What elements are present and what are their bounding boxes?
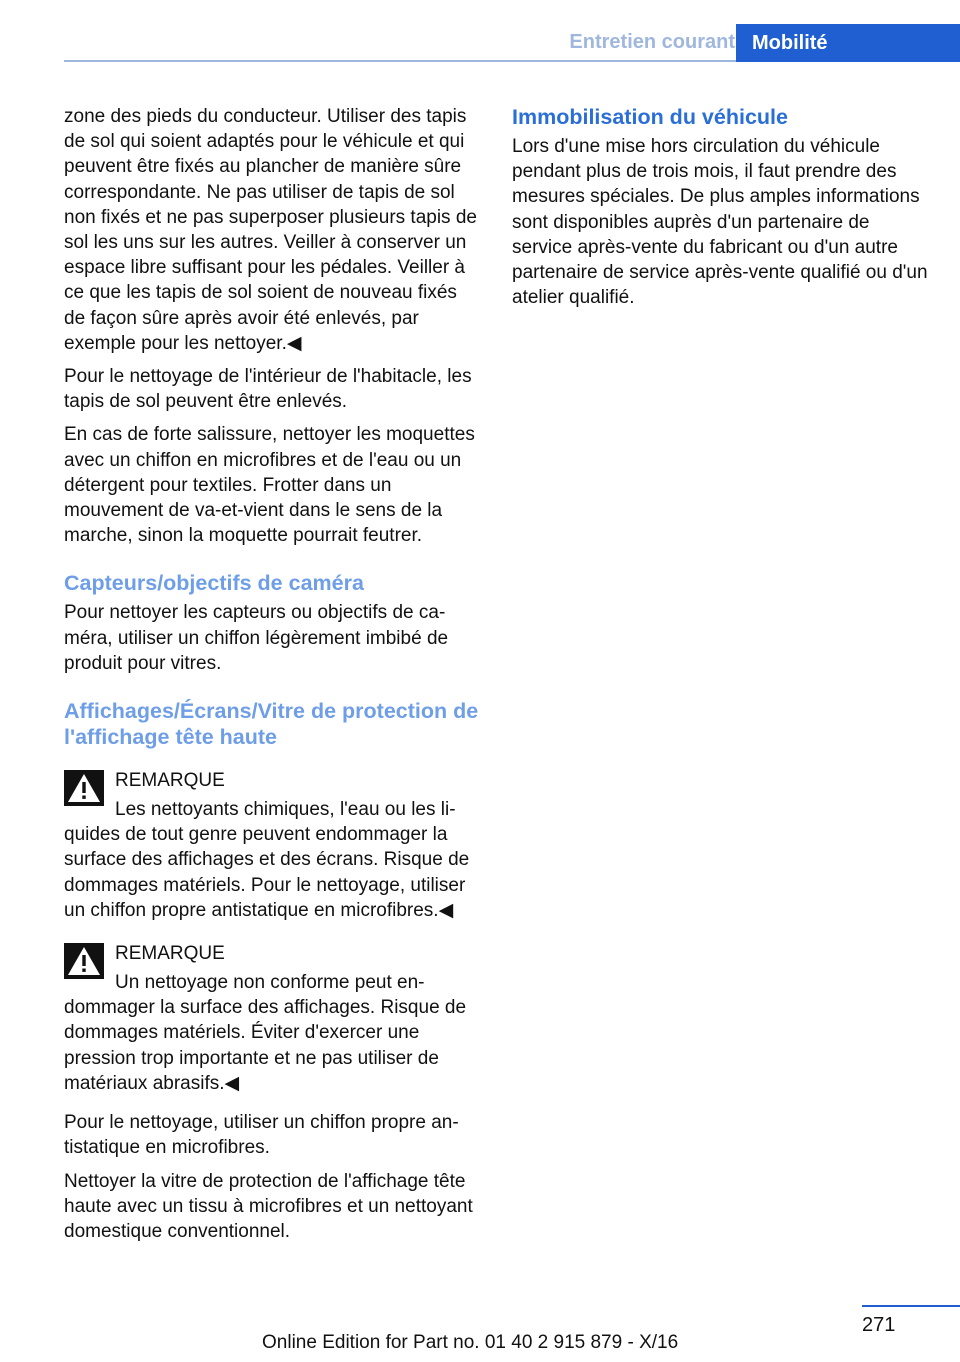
heading-cameras: Capteurs/objectifs de caméra [64,571,364,596]
page-number: 271 [862,1314,896,1336]
header-chapter-tab: Mobilité [736,24,960,62]
heading-displays: Affichages/Écrans/Vitre de protection de l'affichage tête haute [64,699,479,750]
header-rule [64,60,736,62]
paragraph-antistatic-cloth: Pour le nettoyage, utiliser un chiffon propre antistatique en microfibres. [64,1112,459,1159]
note-1-title: REMARQUE [115,770,225,792]
footer-rule [862,1305,960,1307]
paragraph-immobilisation: Lors d'une mise hors circulation du véhicule pendant plus de trois mois, il faut prendre des mesures spéciales. De plus amples informations sont disponibles auprès d'un partenaire de service après-vente du fabricant ou d'un autre partenaire de service après-vente qualifié ou d'un atelier qualifié. [512,136,928,309]
paragraph-carpet-cleaning: En cas de forte salissure, nettoyer les moquettes avec un chiffon en microfibres et de l'eau ou un détergent pour textiles. Frotter dans un mouvement de va-et-vient dans le sens de la marche, sinon la moquette pourrait feutrer. [64,424,475,547]
paragraph-cameras: Pour nettoyer les capteurs ou objectifs de caméra, utiliser un chiffon légèrement imbibé de produit pour vitres. [64,602,449,674]
edition-note: Online Edition for Part no. 01 40 2 915 879 - X/16 [262,1332,679,1353]
left-column [64,104,480,1252]
paragraph-hud-cleaning: Nettoyer la vitre de protection de l'affichage tête haute avec un tissu à microfibres et un nettoyant domestique conventionnel. [64,1170,473,1242]
heading-immobilisation: Immobilisation du véhicule [512,105,788,129]
note-2-text: Un nettoyage non conforme peut endommager la surface des affichages. Risque de dommages matériels. Éviter d'exercer une pression trop importante et ne pas utiliser de matériaux abrasifs.◀ [64,972,467,1094]
warning-note-2 [64,941,480,1096]
warning-note-1 [64,768,480,923]
header-section-label: Entretien courant [569,31,735,53]
note-2-title: REMARQUE [115,943,225,965]
warning-triangle-icon [64,770,104,806]
right-column [512,104,932,318]
warning-triangle-icon [64,943,104,979]
paragraph-floor-mats: zone des pieds du conducteur. Utiliser des tapis de sol qui soient adaptés pour le véhicule et qui peuvent être fixés au plancher de manière sûre correspondante. Ne pas utiliser de tapis de sol non fixés et ne pas superposer plusieurs tapis de sol les uns sur les autres. Veiller à conserver un espace libre suffisant pour les pédales. Veiller à ce que les tapis de sol soient de nouveau fixés de façon sûre après avoir été enlevés, par exemple pour les nettoyer.◀ [64,106,477,354]
paragraph-mats-removable: Pour le nettoyage de l'intérieur de l'habitacle, les tapis de sol peuvent être enlevés. [64,366,472,413]
note-1-text: Les nettoyants chimiques, l'eau ou les liquides de tout genre peuvent endommager la surface des affichages et des écrans. Risque de dommages matériels. Pour le nettoyage, utiliser un chiffon propre antistatique en microfibres.◀ [64,799,470,921]
